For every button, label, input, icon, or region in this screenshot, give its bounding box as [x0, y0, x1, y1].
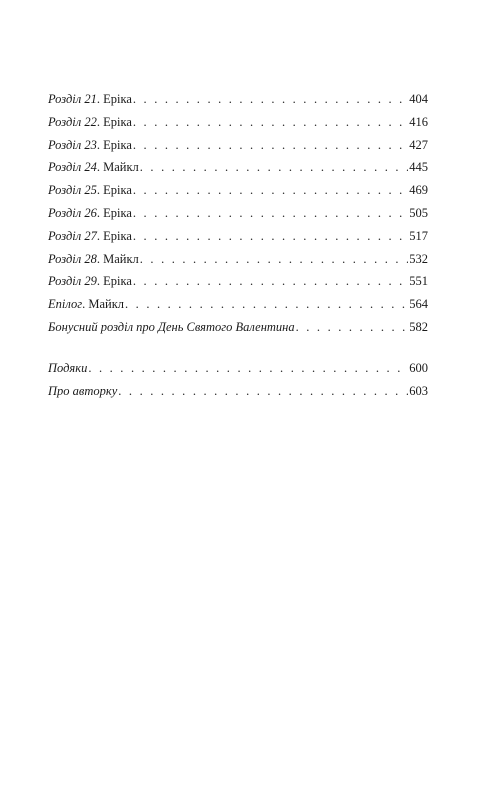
toc-entry-label: Подяки: [48, 360, 88, 375]
toc-entry-bonus-chapter: [48, 316, 428, 339]
toc-page-number: 416: [409, 114, 428, 129]
toc-entry-chapter-21: [48, 88, 428, 111]
toc-page-number: 600: [409, 360, 428, 375]
section-spacer: [48, 339, 428, 357]
toc-entry-chapter-27: [48, 225, 428, 248]
toc-entry-chapter-25: [48, 179, 428, 202]
dot-leader: [125, 293, 408, 316]
toc-entry-label: Про авторку: [48, 383, 118, 398]
toc-entry-chapter-23: [48, 134, 428, 157]
dot-leader: [133, 270, 408, 293]
toc-entry-label: Розділ 29. Еріка: [48, 274, 132, 289]
dot-leader: [133, 179, 408, 202]
toc-entry-about-author: [48, 380, 428, 403]
toc-entry-chapter-22: [48, 111, 428, 134]
toc-page-number: 427: [409, 137, 428, 152]
toc-page-number: 551: [409, 274, 428, 289]
toc-entry-chapter-29: [48, 270, 428, 293]
toc-entry-label: Розділ 24. Майкл: [48, 160, 139, 175]
toc-entry-label: Розділ 28. Майкл: [48, 251, 139, 266]
toc-entry-chapter-24: [48, 156, 428, 179]
toc-page-number: 564: [409, 297, 428, 312]
toc-entry-label: Розділ 26. Еріка: [48, 205, 132, 220]
toc-page-number: 505: [409, 205, 428, 220]
toc-entry-label: Бонусний розділ про День Святого Валентина: [48, 319, 295, 334]
dot-leader: [133, 111, 408, 134]
toc-entry-chapter-28: [48, 248, 428, 271]
dot-leader: [88, 357, 408, 380]
table-of-contents: [48, 88, 428, 402]
dot-leader: [140, 156, 408, 179]
dot-leader: [133, 134, 408, 157]
toc-page-number: 445: [409, 160, 428, 175]
toc-page-number: 582: [409, 319, 428, 334]
dot-leader: [133, 88, 408, 111]
toc-page-number: 603: [409, 383, 428, 398]
toc-page-number: 517: [409, 228, 428, 243]
toc-entry-label: Розділ 22. Еріка: [48, 114, 132, 129]
dot-leader: [296, 316, 409, 339]
toc-entry-label: Розділ 27. Еріка: [48, 228, 132, 243]
dot-leader: [140, 248, 408, 271]
toc-page-number: 532: [409, 251, 428, 266]
toc-entry-label: Розділ 25. Еріка: [48, 183, 132, 198]
toc-entry-chapter-26: [48, 202, 428, 225]
toc-page-number: 404: [409, 92, 428, 106]
toc-entry-label: Епілог. Майкл: [48, 297, 125, 312]
dot-leader: [133, 225, 408, 248]
dot-leader: [118, 380, 408, 403]
toc-entry-acknowledgements: [48, 357, 428, 380]
toc-entry-epilogue: [48, 293, 428, 316]
dot-leader: [133, 202, 408, 225]
toc-page-number: 469: [409, 183, 428, 198]
toc-entry-label: Розділ 21. Еріка: [48, 92, 132, 106]
toc-entry-label: Розділ 23. Еріка: [48, 137, 132, 152]
